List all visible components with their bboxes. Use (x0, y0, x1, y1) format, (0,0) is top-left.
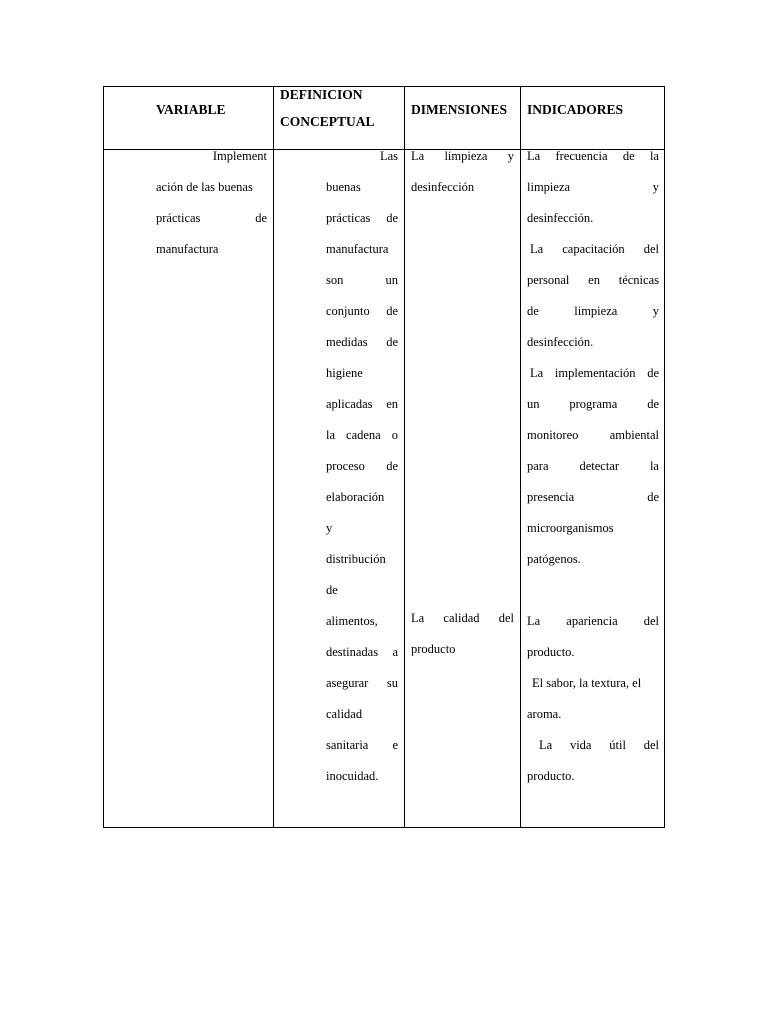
definicion-line: inocuidad. (326, 769, 379, 783)
definicion-line: asegurar su (326, 676, 398, 690)
indicador-line: monitoreo ambiental (527, 428, 659, 442)
definicion-line: distribución (326, 552, 386, 566)
indicador-line: La apariencia del (527, 614, 659, 628)
indicador-line (527, 575, 659, 606)
definicion-line: son un (326, 273, 398, 287)
definicion-line: calidad (326, 707, 363, 721)
indicador-line: limpieza y (527, 180, 659, 194)
header-variable: VARIABLE (156, 102, 226, 117)
indicadores-cell (527, 141, 659, 792)
definicion-line: prácticas de (326, 211, 398, 225)
indicador-line: producto. (527, 645, 575, 659)
definicion-line: buenas (326, 180, 361, 194)
definicion-line: proceso de (326, 459, 398, 473)
definicion-line: aplicadas en (326, 397, 398, 411)
definicion-line: la cadena o (326, 428, 398, 442)
variable-line: Implement (212, 149, 267, 163)
definicion-line: conjunto de (326, 304, 398, 318)
definicion-line: medidas de (326, 335, 398, 349)
indicador-line: producto. (527, 769, 575, 783)
indicador-line: para detectar la (527, 459, 659, 473)
definicion-line: higiene (326, 366, 363, 380)
definicion-line: sanitaria e (326, 738, 398, 752)
variable-cell (156, 141, 267, 265)
operationalization-table (103, 86, 665, 828)
dimension-line: desinfección (411, 180, 475, 194)
indicador-line: personal en técnicas (527, 273, 659, 287)
column-divider (273, 87, 274, 827)
indicador-line: La implementación de (530, 366, 659, 380)
definicion-line: de (326, 583, 338, 597)
variable-line: prácticas de (156, 211, 267, 225)
header-indicadores: INDICADORES (527, 102, 624, 117)
definicion-cell (326, 141, 398, 792)
dimension-calidad (411, 603, 514, 665)
header-definicion-line2: CONCEPTUAL (280, 114, 375, 129)
column-divider (520, 87, 521, 827)
indicador-line: un programa de (527, 397, 659, 411)
indicador-line: presencia de (527, 490, 659, 504)
definicion-line: Las (379, 149, 398, 163)
variable-line: ación de las buenas (156, 180, 253, 194)
indicador-line: patógenos. (527, 552, 581, 566)
definicion-line: manufactura (326, 242, 389, 256)
definicion-line: alimentos, (326, 614, 378, 628)
indicador-line: La capacitación del (530, 242, 659, 256)
indicador-line: microorganismos (527, 521, 614, 535)
header-definicion (280, 84, 375, 133)
indicador-line: aroma. (527, 707, 562, 721)
header-definicion-line1: DEFINICION (280, 87, 363, 102)
variable-line: manufactura (156, 242, 219, 256)
dimension-limpieza (411, 141, 514, 203)
column-divider (404, 87, 405, 827)
definicion-line: destinadas a (326, 645, 398, 659)
definicion-line: elaboración (326, 490, 385, 504)
indicador-line: desinfección. (527, 335, 594, 349)
dimension-line: La limpieza y (411, 149, 514, 163)
definicion-line: y (326, 521, 333, 535)
dimension-line: producto (411, 642, 456, 656)
header-dimensiones: DIMENSIONES (411, 102, 508, 117)
indicador-line: desinfección. (527, 211, 594, 225)
dimension-line: La calidad del (411, 611, 514, 625)
indicador-line: de limpieza y (527, 304, 659, 318)
indicador-line: La vida útil del (539, 738, 659, 752)
indicador-line: La frecuencia de la (527, 149, 659, 163)
indicador-line: El sabor, la textura, el (532, 676, 642, 690)
